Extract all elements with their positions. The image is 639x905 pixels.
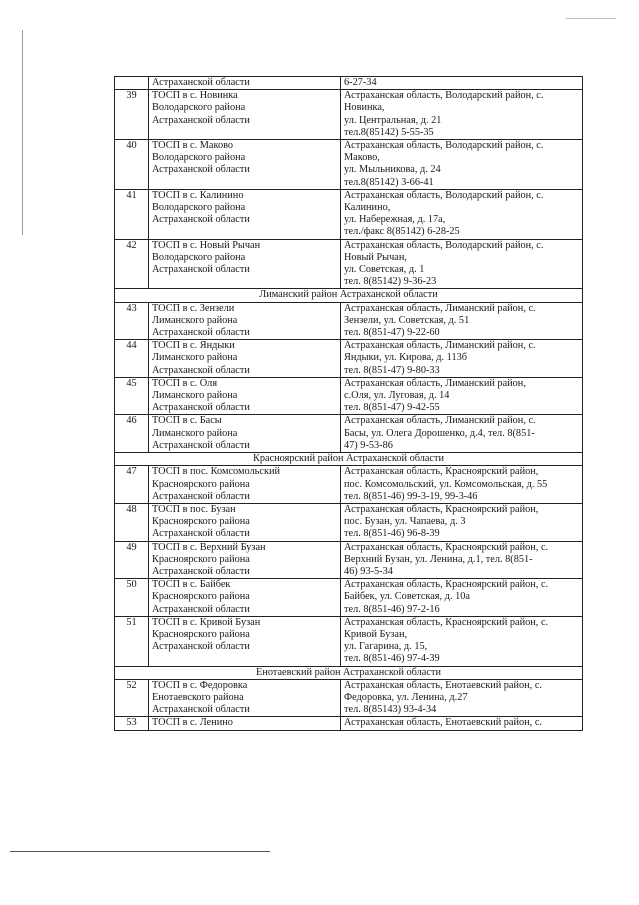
address-line: Кривой Бузан, xyxy=(344,628,408,640)
office-name-cell xyxy=(149,679,341,717)
row-number: 50 xyxy=(115,579,149,617)
office-row xyxy=(115,679,583,717)
address-line: тел./факс 8(85142) 6-28-25 xyxy=(344,226,460,238)
address-line: Астраханская область, Енотаевский район, с. xyxy=(344,717,542,729)
address-line: Новый Рычан, xyxy=(344,251,407,263)
address-line: Байбек, ул. Советская, д. 10а xyxy=(344,591,470,603)
row-number: 44 xyxy=(115,340,149,378)
office-name-line: Красноярского района xyxy=(152,553,250,565)
address-line: Верхний Бузан, ул. Ленина, д.1, тел. 8(851- xyxy=(344,553,533,565)
address-line: Астраханская область, Лиманский район, с. xyxy=(344,415,536,427)
office-name-line: Лиманского района xyxy=(152,390,238,402)
office-name-line: Астраханской области xyxy=(152,603,250,615)
office-row xyxy=(115,239,583,289)
office-row xyxy=(115,377,583,415)
office-name-line: ТОСП в с. Оля xyxy=(152,377,218,389)
address-cell xyxy=(341,340,583,378)
office-name-cell xyxy=(149,189,341,239)
office-name-line: Енотаевского района xyxy=(152,691,244,703)
address-line: тел. 8(851-47) 9-42-55 xyxy=(344,402,440,414)
address-cell xyxy=(341,579,583,617)
address-cell xyxy=(341,90,583,140)
office-name-line: Володарского района xyxy=(152,202,246,214)
office-name-line: ТОСП в с. Кривой Бузан xyxy=(152,616,261,628)
district-header-row xyxy=(115,289,583,302)
row-number: 48 xyxy=(115,503,149,541)
office-name-line: Красноярского района xyxy=(152,591,250,603)
address-cell xyxy=(341,189,583,239)
address-line: Астраханская область, Красноярский район, с. xyxy=(344,541,549,553)
address-line: Астраханская область, Лиманский район, с. xyxy=(344,302,536,314)
office-name-cell xyxy=(149,302,341,340)
office-name-line: ТОСП в с. Маково xyxy=(152,140,234,152)
office-name-line: Лиманского района xyxy=(152,314,238,326)
address-line: ул. Гагарина, д. 15, xyxy=(344,641,428,653)
address-line: тел. 8(851-46) 96-8-39 xyxy=(344,528,440,540)
row-number: 51 xyxy=(115,616,149,666)
row-number: 41 xyxy=(115,189,149,239)
address-cell xyxy=(341,466,583,504)
address-line: тел. 8(851-46) 99-3-19, 99-3-46 xyxy=(344,490,478,502)
office-name-line: ТОСП в с. Зензели xyxy=(152,302,235,314)
office-name-line: Астраханской области xyxy=(152,327,250,339)
office-name-line: Астраханской области xyxy=(152,490,250,502)
address-line: пос. Комсомольский, ул. Комсомольская, д. 55 xyxy=(344,478,548,490)
office-name-line: ТОСП в с. Новый Рычан xyxy=(152,239,261,251)
office-name-line: ТОСП в с. Калинино xyxy=(152,189,244,201)
address-line: тел.8(85142) 3-66-41 xyxy=(344,176,434,188)
office-name-cell xyxy=(149,415,341,453)
office-name-cell xyxy=(149,541,341,579)
office-name-line: ТОСП в с. Яндыки xyxy=(152,340,235,352)
address-line: Астраханская область, Красноярский район, с. xyxy=(344,616,549,628)
office-row xyxy=(115,302,583,340)
row-number: 43 xyxy=(115,302,149,340)
row-number: 42 xyxy=(115,239,149,289)
address-line: тел. 8(85142) 9-36-23 xyxy=(344,276,437,288)
address-line: Астраханская область, Володарский район, с. xyxy=(344,90,544,102)
office-name-cell xyxy=(149,340,341,378)
office-name-line: Лиманского района xyxy=(152,352,238,364)
address-line: тел. 8(851-47) 9-80-33 xyxy=(344,364,440,376)
address-line: ул. Центральная, д. 21 xyxy=(344,114,442,126)
row-number: 53 xyxy=(115,717,149,730)
office-row xyxy=(115,541,583,579)
office-name-line: Астраханской области xyxy=(152,77,250,88)
office-name-line: Володарского района xyxy=(152,152,246,164)
office-name-cell xyxy=(149,239,341,289)
left-margin-mark xyxy=(22,30,23,235)
address-cell xyxy=(341,377,583,415)
office-row xyxy=(115,466,583,504)
address-cell xyxy=(341,679,583,717)
office-name-cell xyxy=(149,377,341,415)
address-line: тел.8(85142) 5-55-35 xyxy=(344,126,434,138)
office-name-line: ТОСП в с. Ленино xyxy=(152,717,233,729)
address-cell xyxy=(341,616,583,666)
office-name-cell xyxy=(149,616,341,666)
address-line: Федоровка, ул. Ленина, д.27 xyxy=(344,691,468,703)
address-cell xyxy=(341,77,583,90)
office-row xyxy=(115,90,583,140)
address-line: ул. Советская, д. 1 xyxy=(344,264,425,276)
row-number: 40 xyxy=(115,140,149,190)
address-cell xyxy=(341,717,583,730)
office-name-line: Володарского района xyxy=(152,102,246,114)
office-name-cell xyxy=(149,77,341,90)
address-line: Астраханская область, Красноярский район, xyxy=(344,466,539,478)
address-line: Астраханская область, Володарский район, с. xyxy=(344,140,544,152)
office-registry-table xyxy=(114,76,583,731)
address-cell xyxy=(341,140,583,190)
office-name-line: Астраханской области xyxy=(152,439,250,451)
address-line: Калинино, xyxy=(344,202,391,214)
office-name-line: ТОСП в с. Байбек xyxy=(152,579,231,591)
office-name-line: ТОСП в с. Новинка xyxy=(152,90,238,102)
office-name-line: ТОСП в с. Верхний Бузан xyxy=(152,541,266,553)
office-name-line: Астраханской области xyxy=(152,264,250,276)
office-row xyxy=(115,579,583,617)
address-cell xyxy=(341,415,583,453)
district-title: Лиманский район Астраханской области xyxy=(115,289,583,302)
office-name-line: Астраханской области xyxy=(152,402,250,414)
address-line: Маково, xyxy=(344,152,380,164)
corner-mark xyxy=(566,18,616,19)
address-line: тел. 8(851-46) 97-4-39 xyxy=(344,653,440,665)
office-row xyxy=(115,503,583,541)
table-body xyxy=(115,77,583,731)
row-number: 45 xyxy=(115,377,149,415)
office-name-line: ТОСП в пос. Комсомольский xyxy=(152,466,280,478)
office-name-line: Астраханской области xyxy=(152,214,250,226)
address-line: Астраханская область, Лиманский район, xyxy=(344,377,526,389)
address-cell xyxy=(341,541,583,579)
office-row xyxy=(115,189,583,239)
office-name-line: ТОСП в с. Федоровка xyxy=(152,679,248,691)
row-number: 49 xyxy=(115,541,149,579)
office-name-line: Астраханской области xyxy=(152,704,250,716)
address-line: 47) 9-53-86 xyxy=(344,439,393,451)
address-line: Астраханская область, Володарский район, с. xyxy=(344,189,544,201)
office-name-cell xyxy=(149,579,341,617)
office-name-line: ТОСП в с. Басы xyxy=(152,415,222,427)
district-header-row xyxy=(115,666,583,679)
address-line: Астраханская область, Енотаевский район, с. xyxy=(344,679,542,691)
district-title: Енотаевский район Астраханской области xyxy=(115,666,583,679)
office-name-line: Красноярского района xyxy=(152,478,250,490)
office-name-line: Астраханской области xyxy=(152,364,250,376)
office-name-line: Астраханской области xyxy=(152,565,250,577)
address-line: Яндыки, ул. Кирова, д. 113б xyxy=(344,352,467,364)
address-line: тел. 8(851-47) 9-22-60 xyxy=(344,327,440,339)
address-line: ул. Набережная, д. 17а, xyxy=(344,214,446,226)
address-cell xyxy=(341,503,583,541)
address-line: Астраханская область, Володарский район, с. xyxy=(344,239,544,251)
address-line: Астраханская область, Красноярский район, xyxy=(344,503,539,515)
address-line: с.Оля, ул. Луговая, д. 14 xyxy=(344,390,450,402)
office-name-line: Астраханской области xyxy=(152,528,250,540)
office-row xyxy=(115,616,583,666)
office-name-line: Лиманского района xyxy=(152,427,238,439)
office-name-cell xyxy=(149,140,341,190)
address-line: пос. Бузан, ул. Чапаева, д. 3 xyxy=(344,516,466,528)
address-line: Астраханская область, Лиманский район, с. xyxy=(344,340,536,352)
row-number: 47 xyxy=(115,466,149,504)
address-line: 6-27-34 xyxy=(344,77,377,88)
district-header-row xyxy=(115,453,583,466)
row-number: 39 xyxy=(115,90,149,140)
office-row xyxy=(115,77,583,90)
address-line: 46) 93-5-34 xyxy=(344,565,393,577)
office-name-line: Володарского района xyxy=(152,251,246,263)
office-row xyxy=(115,340,583,378)
office-name-cell xyxy=(149,503,341,541)
address-line: тел. 8(85143) 93-4-34 xyxy=(344,704,437,716)
office-name-line: Красноярского района xyxy=(152,516,250,528)
address-line: Басы, ул. Олега Дорошенко, д.4, тел. 8(851- xyxy=(344,427,535,439)
address-cell xyxy=(341,302,583,340)
office-name-line: ТОСП в пос. Бузан xyxy=(152,503,236,515)
address-line: Астраханская область, Красноярский район, с. xyxy=(344,579,549,591)
office-name-line: Астраханской области xyxy=(152,641,250,653)
office-row xyxy=(115,415,583,453)
district-title: Красноярский район Астраханской области xyxy=(115,453,583,466)
row-number: 46 xyxy=(115,415,149,453)
office-name-cell xyxy=(149,717,341,730)
address-line: Зензели, ул. Советская, д. 51 xyxy=(344,314,470,326)
row-number: 52 xyxy=(115,679,149,717)
office-name-line: Астраханской области xyxy=(152,114,250,126)
office-name-line: Астраханской области xyxy=(152,164,250,176)
address-line: Новинка, xyxy=(344,102,385,114)
office-name-cell xyxy=(149,90,341,140)
office-row xyxy=(115,140,583,190)
office-name-line: Красноярского района xyxy=(152,628,250,640)
office-name-cell xyxy=(149,466,341,504)
address-cell xyxy=(341,239,583,289)
footer-line xyxy=(10,851,270,852)
office-row xyxy=(115,717,583,730)
address-line: тел. 8(851-46) 97-2-16 xyxy=(344,603,440,615)
address-line: ул. Мыльникова, д. 24 xyxy=(344,164,441,176)
row-number xyxy=(115,77,149,90)
